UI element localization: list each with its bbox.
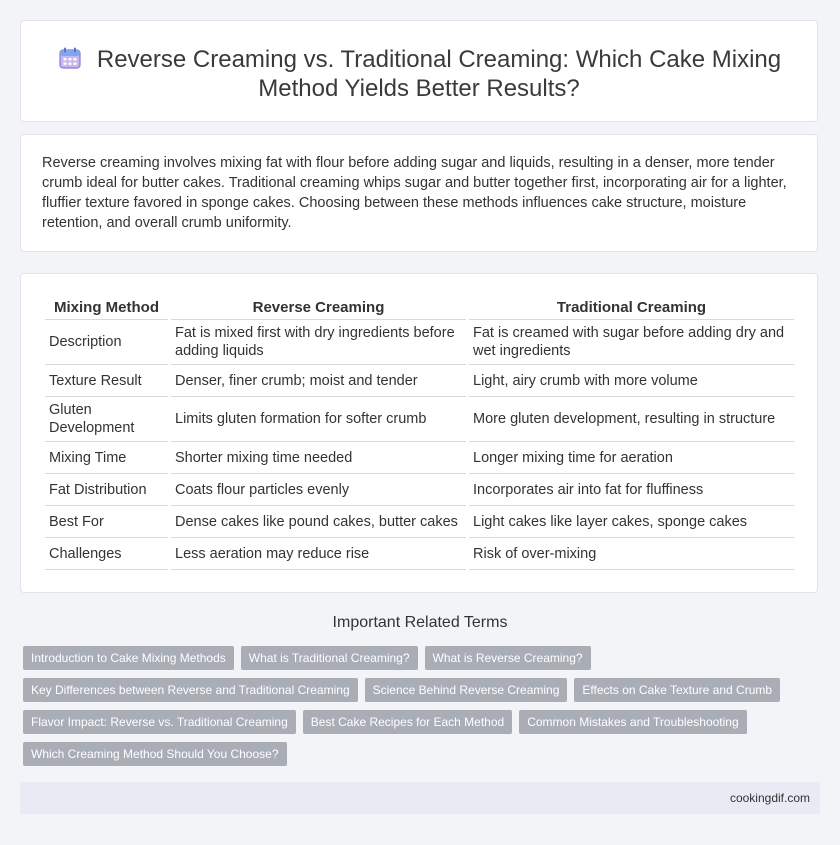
table-cell: Shorter mixing time needed — [171, 442, 466, 474]
table-row — [45, 365, 794, 397]
table-row — [45, 538, 794, 570]
page-title-wrap — [21, 45, 817, 103]
table-header-row — [45, 295, 794, 320]
related-term-tag[interactable]: Common Mistakes and Troubleshooting — [519, 710, 746, 734]
related-terms-heading: Important Related Terms — [332, 614, 508, 631]
calendar-icon — [57, 45, 83, 71]
related-terms-list — [23, 646, 793, 774]
table-cell: Coats flour particles evenly — [171, 474, 466, 506]
table-cell: Mixing Time — [45, 442, 168, 474]
related-term-tag[interactable]: Which Creaming Method Should You Choose? — [23, 742, 287, 766]
table-cell: Gluten Development — [45, 397, 168, 442]
table-cell: Challenges — [45, 538, 168, 570]
comparison-table-card — [20, 273, 818, 593]
intro-card — [20, 134, 818, 252]
related-term-tag[interactable]: Best Cake Recipes for Each Method — [303, 710, 512, 734]
table-cell: More gluten development, resulting in structure — [469, 397, 794, 442]
related-term-tag[interactable]: Introduction to Cake Mixing Methods — [23, 646, 234, 670]
table-cell: Longer mixing time for aeration — [469, 442, 794, 474]
column-header: Traditional Creaming — [469, 295, 794, 320]
title-card — [20, 20, 818, 122]
related-term-tag[interactable]: Science Behind Reverse Creaming — [365, 678, 568, 702]
table-cell: Texture Result — [45, 365, 168, 397]
comparison-table — [42, 295, 797, 570]
footer-site-link[interactable]: cookingdif.com — [729, 791, 810, 805]
table-cell: Light, airy crumb with more volume — [469, 365, 794, 397]
table-cell: Best For — [45, 506, 168, 538]
page-title: Reverse Creaming vs. Traditional Creaming: Which Cake Mixing Method Yields Better Results? — [96, 46, 782, 102]
footer-bar — [20, 782, 820, 814]
related-term-tag[interactable]: Key Differences between Reverse and Traditional Creaming — [23, 678, 358, 702]
table-cell: Fat is mixed first with dry ingredients before adding liquids — [171, 320, 466, 365]
table-cell: Denser, finer crumb; moist and tender — [171, 365, 466, 397]
table-cell: Fat is creamed with sugar before adding dry and wet ingredients — [469, 320, 794, 365]
table-cell: Risk of over-mixing — [469, 538, 794, 570]
table-cell: Description — [45, 320, 168, 365]
related-term-tag[interactable]: What is Reverse Creaming? — [425, 646, 591, 670]
table-row — [45, 506, 794, 538]
table-row — [45, 397, 794, 442]
table-cell: Light cakes like layer cakes, sponge cakes — [469, 506, 794, 538]
table-row — [45, 442, 794, 474]
table-cell: Less aeration may reduce rise — [171, 538, 466, 570]
table-cell: Limits gluten formation for softer crumb — [171, 397, 466, 442]
column-header: Reverse Creaming — [171, 295, 466, 320]
related-term-tag[interactable]: What is Traditional Creaming? — [241, 646, 418, 670]
table-row — [45, 474, 794, 506]
intro-paragraph: Reverse creaming involves mixing fat with flour before adding sugar and liquids, resulting in a denser, more tender crumb ideal for butter cakes. Traditional creaming whips sugar and butter together first, incorporating air for a lighter, fluffier texture favored in sponge cakes. Choosing between these methods influences cake structure, moisture retention, and overall crumb uniformity. — [42, 155, 787, 231]
table-row — [45, 320, 794, 365]
related-term-tag[interactable]: Effects on Cake Texture and Crumb — [574, 678, 780, 702]
table-cell: Dense cakes like pound cakes, butter cakes — [171, 506, 466, 538]
table-cell: Incorporates air into fat for fluffiness — [469, 474, 794, 506]
table-cell: Fat Distribution — [45, 474, 168, 506]
column-header: Mixing Method — [45, 295, 168, 320]
related-term-tag[interactable]: Flavor Impact: Reverse vs. Traditional Creaming — [23, 710, 296, 734]
